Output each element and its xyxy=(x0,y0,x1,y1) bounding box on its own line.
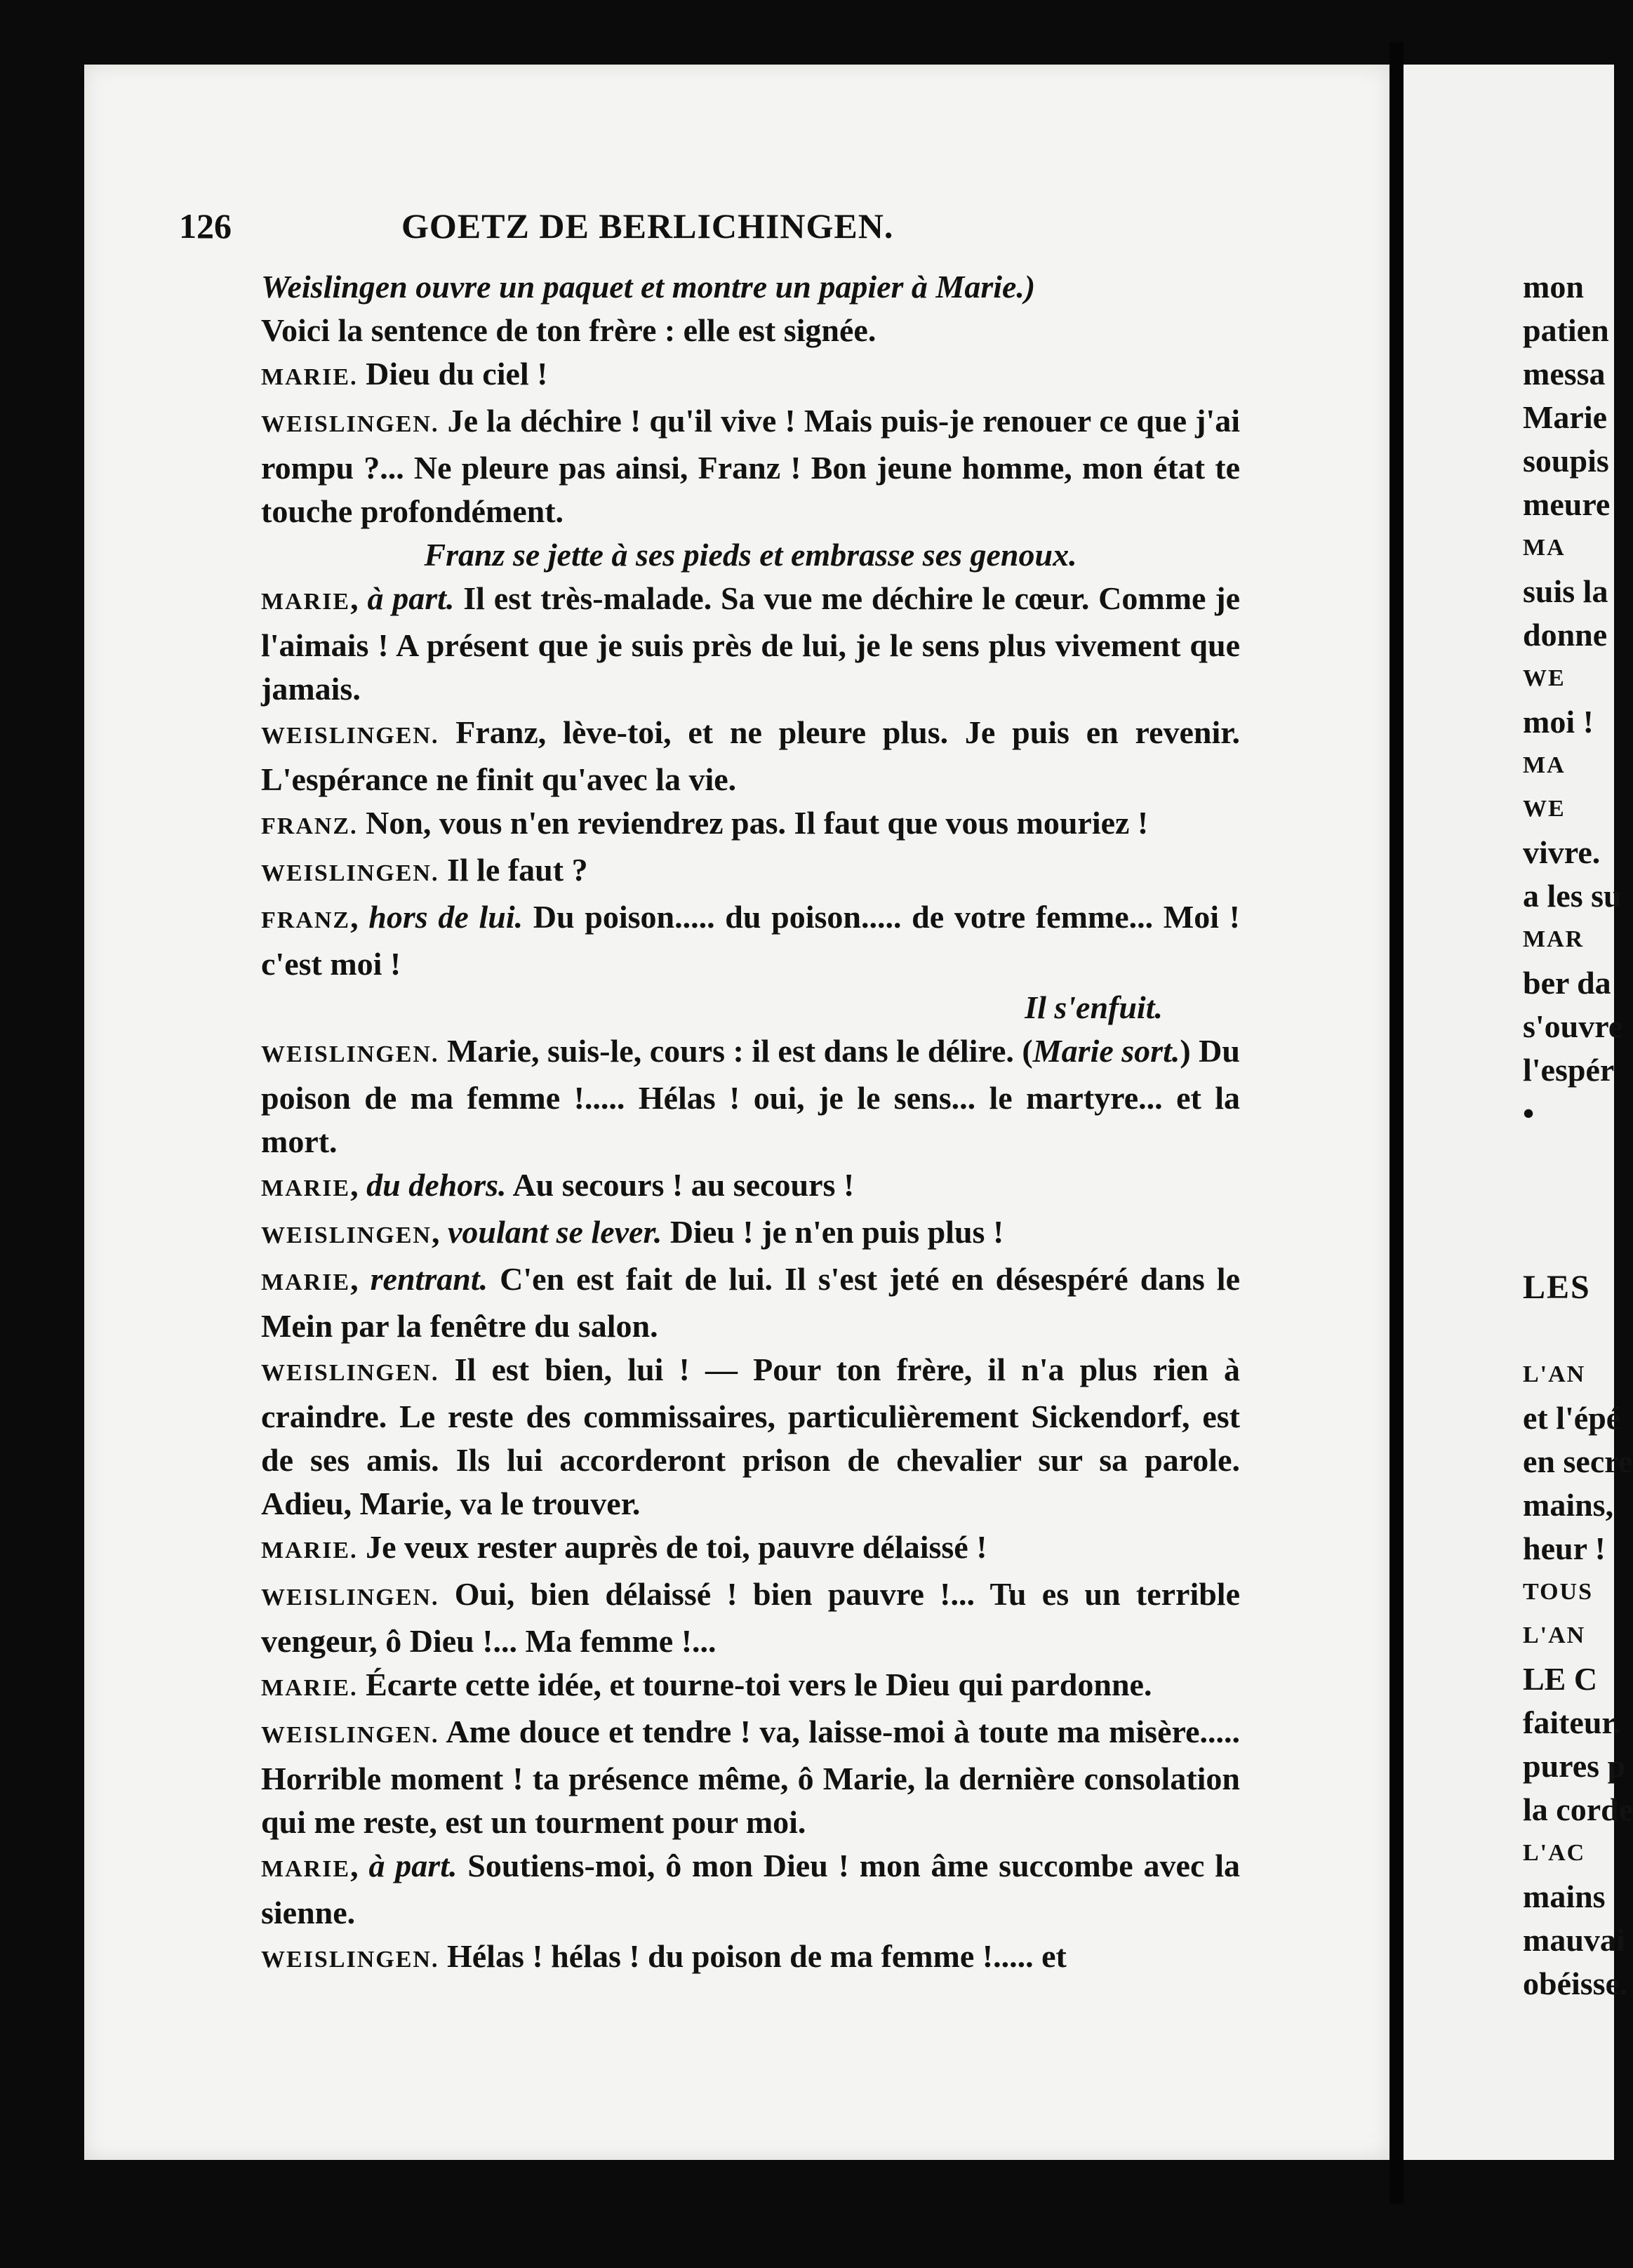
stage-direction: Weislingen ouvre un paquet et montre un papier à Marie.) xyxy=(261,269,1036,305)
dialogue-line xyxy=(261,848,1240,895)
next-page-line: MAR xyxy=(1523,926,1585,952)
speaker-name: WEISLINGEN. xyxy=(261,1041,439,1067)
next-page-line: MA xyxy=(1523,752,1566,778)
speech: Ame douce et tendre ! va, laisse-moi à toute ma misère..... Horrible moment ! ta présence même, ô Marie, la dernière consolation qui me reste, est un tourment pour moi. xyxy=(261,1714,1240,1840)
speech: C'en est fait de lui. Il s'est jeté en désespéré dans le Mein par la fenêtre du salon. xyxy=(261,1261,1240,1344)
next-page-line: messa xyxy=(1523,356,1606,392)
speech: Il est très-malade. Sa vue me déchire le cœur. Comme je l'aimais ! A présent que je suis près de lui, je le sens plus vivement que jamais. xyxy=(261,580,1241,707)
next-page-line: LES xyxy=(1523,1269,1591,1306)
next-page-line: patien xyxy=(1523,312,1609,348)
speaker-name: FRANZ. xyxy=(261,813,358,839)
speech: Écarte cette idée, et tourne-toi vers le Dieu qui pardonne. xyxy=(357,1667,1152,1702)
next-page-line: ber da xyxy=(1523,965,1611,1001)
next-page-line: l'espér xyxy=(1523,1052,1615,1088)
stage-note: Marie sort. xyxy=(1032,1033,1180,1069)
speech: Marie, suis-le, cours : il est dans le délire. ( xyxy=(439,1033,1033,1069)
speaker-name: WEISLINGEN. xyxy=(261,860,439,886)
speech: Je la déchire ! qu'il vive ! Mais puis-je renouer ce que j'ai rompu ?... Ne pleure pas ainsi, Franz ! Bon jeune homme, mon état te touche profondément. xyxy=(261,403,1240,529)
next-page-line: pures p xyxy=(1523,1748,1626,1784)
dialogue-line xyxy=(261,1163,1240,1210)
dialogue-line xyxy=(261,1935,1240,1982)
stage-note: à part. xyxy=(368,1848,458,1883)
speaker-name: MARIE. xyxy=(261,1675,358,1701)
next-page-line: mon xyxy=(1523,269,1584,305)
next-page-line: mains, xyxy=(1523,1487,1614,1523)
separator: , xyxy=(350,1261,371,1297)
next-page-line: et l'épé xyxy=(1523,1400,1621,1436)
next-page-line: mauvai xyxy=(1523,1922,1625,1958)
speech: Dieu du ciel ! xyxy=(357,356,548,392)
next-page-line: Marie xyxy=(1523,399,1608,435)
speaker-name: MARIE. xyxy=(261,1537,358,1563)
speaker-name: MARIE xyxy=(261,589,351,615)
speaker-name: MARIE xyxy=(261,1175,351,1201)
stage-note: à part. xyxy=(367,580,455,616)
running-title: GOETZ DE BERLICHINGEN. xyxy=(401,206,894,246)
speech: Soutiens-moi, ô mon Dieu ! mon âme succombe avec la sienne. xyxy=(261,1848,1240,1930)
stage-note: hors de lui. xyxy=(368,899,524,935)
speaker-name: WEISLINGEN. xyxy=(261,1722,439,1748)
dialogue-line xyxy=(261,1710,1240,1844)
speaker-name: WEISLINGEN xyxy=(261,1222,432,1248)
stage-note: voulant se lever. xyxy=(447,1214,662,1250)
separator: , xyxy=(431,1214,448,1250)
speech: Au secours ! au secours ! xyxy=(506,1167,855,1203)
page-number: 126 xyxy=(179,206,232,246)
dialogue-line xyxy=(261,1348,1240,1526)
next-page-line xyxy=(1523,1309,1621,1353)
next-page-line: L'AN xyxy=(1523,1361,1586,1387)
speaker-name: WEISLINGEN. xyxy=(261,1360,439,1386)
next-page-line: meure xyxy=(1523,486,1611,522)
dialogue-line xyxy=(261,1573,1240,1663)
dialogue-line xyxy=(261,895,1240,986)
separator: , xyxy=(350,1848,369,1883)
next-page-line: WE xyxy=(1523,796,1566,822)
page-gutter xyxy=(1389,42,1404,2203)
dialogue-line xyxy=(261,1210,1240,1258)
speech: Non, vous n'en reviendrez pas. Il faut que vous mouriez ! xyxy=(357,805,1149,841)
speaker-name: MARIE xyxy=(261,1269,351,1295)
page-text xyxy=(261,265,1240,1982)
exit-direction: Il s'enfuit. xyxy=(1025,989,1163,1025)
next-page-text xyxy=(1523,265,1633,2006)
separator: , xyxy=(350,1167,367,1203)
next-page-line xyxy=(1523,1179,1621,1222)
next-page-line: L'AN xyxy=(1523,1622,1586,1648)
next-page-line: en secre xyxy=(1523,1443,1633,1479)
page-header xyxy=(179,206,1246,251)
speaker-name: WEISLINGEN. xyxy=(261,411,439,437)
next-page-line: MA xyxy=(1523,535,1566,561)
dialogue-line xyxy=(261,711,1240,801)
next-page-line xyxy=(1523,1135,1621,1179)
next-page-line: moi ! xyxy=(1523,704,1594,740)
paragraph: Voici la sentence de ton frère : elle est signée. xyxy=(261,312,877,348)
next-page-line: la corde xyxy=(1523,1792,1633,1827)
next-page-line: TOUS xyxy=(1523,1579,1593,1605)
speech: Hélas ! hélas ! du poison de ma femme !..... et xyxy=(439,1938,1067,1974)
dialogue-line xyxy=(261,577,1240,711)
speech: Il est bien, lui ! — Pour ton frère, il n'a plus rien à craindre. Le reste des commissaires, particulièrement Sickendorf, est de ses amis. Ils lui accorderont prison de chevalier sur sa parole. Adieu, Marie, va le trouver. xyxy=(261,1352,1240,1521)
next-page-line: obéisse. xyxy=(1523,1966,1628,2001)
next-page-line: s'ouvre xyxy=(1523,1008,1623,1044)
next-page-line: suis la xyxy=(1523,573,1608,609)
speaker-name: WEISLINGEN. xyxy=(261,1585,439,1610)
next-page-line: soupis xyxy=(1523,443,1609,479)
separator: , xyxy=(350,899,369,935)
speaker-name: WEISLINGEN. xyxy=(261,1947,439,1973)
speech: Du poison..... du poison..... de votre femme... Moi ! c'est moi ! xyxy=(261,899,1241,982)
next-page-line: donne xyxy=(1523,617,1608,653)
dialogue-line xyxy=(261,1029,1240,1163)
stage-note: du dehors. xyxy=(366,1167,507,1203)
next-page-line: vivre. xyxy=(1523,834,1601,870)
speech: ) Du poison de ma femme !..... Hélas ! oui, je le sens... le martyre... et la mort. xyxy=(261,1033,1240,1159)
next-page-line: • xyxy=(1523,1095,1535,1131)
speech: Je veux rester auprès de toi, pauvre délaissé ! xyxy=(357,1529,987,1565)
speech: Oui, bien délaissé ! bien pauvre !... Tu es un terrible vengeur, ô Dieu !... Ma femme !... xyxy=(261,1576,1240,1659)
next-page-line: LE C xyxy=(1523,1661,1598,1697)
dialogue-line xyxy=(261,1258,1240,1348)
next-page-line xyxy=(1523,1222,1621,1266)
speaker-name: FRANZ xyxy=(261,907,351,933)
speech: Il le faut ? xyxy=(439,852,588,888)
dialogue-line xyxy=(261,1844,1240,1935)
book-page-right-partial xyxy=(1404,65,1633,2160)
next-page-line: WE xyxy=(1523,665,1566,691)
separator: , xyxy=(350,580,368,616)
speech: Franz, lève-toi, et ne pleure plus. Je puis en revenir. L'espérance ne finit qu'avec la vie. xyxy=(261,714,1240,797)
speaker-name: MARIE. xyxy=(261,364,358,390)
speaker-name: MARIE xyxy=(261,1856,351,1882)
dialogue-line xyxy=(261,1663,1240,1710)
stage-direction: Franz se jette à ses pieds et embrasse ses genoux. xyxy=(424,537,1077,573)
next-page-line: mains xyxy=(1523,1879,1606,1914)
next-page-line: heur ! xyxy=(1523,1530,1606,1566)
dialogue-line xyxy=(261,801,1240,848)
stage-note: rentrant. xyxy=(370,1261,488,1297)
dialogue-line xyxy=(261,1526,1240,1573)
speaker-name: WEISLINGEN. xyxy=(261,723,439,749)
next-page-line: a les su xyxy=(1523,878,1622,914)
speech: Dieu ! je n'en puis plus ! xyxy=(662,1214,1004,1250)
dialogue-line xyxy=(261,399,1240,533)
dialogue-line xyxy=(261,352,1240,399)
next-page-line: L'AC xyxy=(1523,1840,1586,1866)
next-page-line: faiteur. xyxy=(1523,1705,1622,1740)
